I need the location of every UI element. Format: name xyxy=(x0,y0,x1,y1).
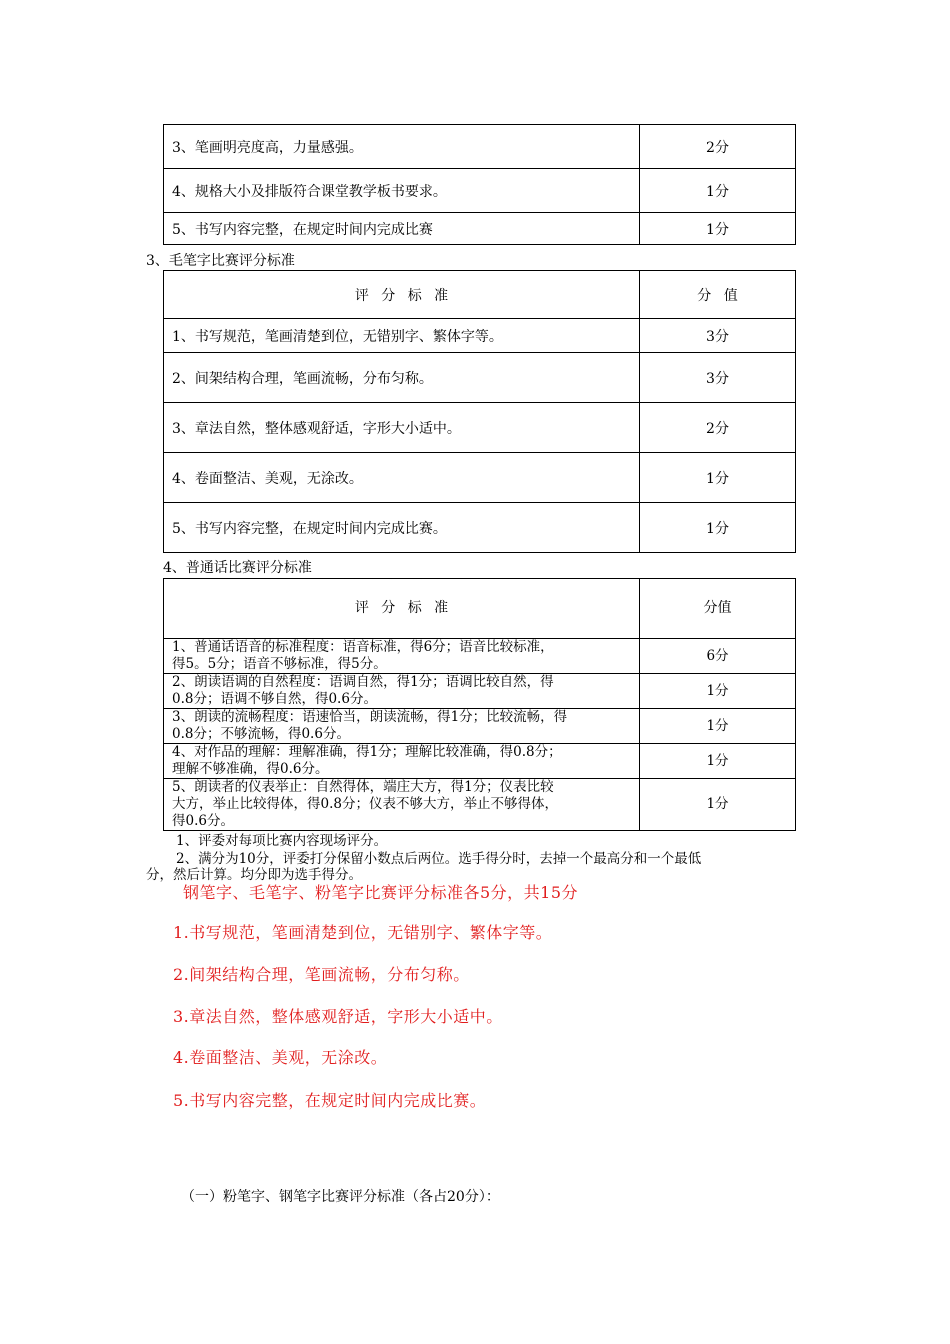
criteria-cell: 3、章法自然，整体感观舒适，字形大小适中。 xyxy=(164,403,640,453)
table-row xyxy=(164,709,796,744)
criteria-header: 评 分 标 准 xyxy=(164,271,640,319)
score-cell: 1分 xyxy=(640,503,796,553)
table-row xyxy=(164,639,796,674)
score-cell: 6分 xyxy=(640,639,796,674)
score-cell: 1分 xyxy=(640,213,796,245)
criteria-cell: 2、朗读语调的自然程度：语调自然，得1分；语调比较自然，得 0.8分；语调不够自然，得0.6分。 xyxy=(164,674,640,709)
score-cell: 1分 xyxy=(640,709,796,744)
footer-heading: （一）粉笔字、钢笔字比赛评分标准（各占20分）： xyxy=(181,1189,500,1205)
criteria-cell: 4、规格大小及排版符合课堂教学板书要求。 xyxy=(164,169,640,213)
red-item-5: 5.书写内容完整，在规定时间内完成比赛。 xyxy=(173,1091,487,1110)
score-cell: 1分 xyxy=(640,169,796,213)
criteria-cell: 4、卷面整洁、美观，无涂改。 xyxy=(164,453,640,503)
table-row xyxy=(164,213,796,245)
red-item-2: 2.间架结构合理，笔画流畅，分布匀称。 xyxy=(173,965,470,984)
pen-criteria-table-continued xyxy=(163,124,796,245)
table-row xyxy=(164,403,796,453)
criteria-cell: 4、对作品的理解：理解准确，得1分；理解比较准确，得0.8分； 理解不够准确，得0.6分。 xyxy=(164,744,640,779)
criteria-cell: 1、书写规范，笔画清楚到位，无错别字、繁体字等。 xyxy=(164,319,640,353)
score-cell: 1分 xyxy=(640,453,796,503)
criteria-cell: 5、书写内容完整，在规定时间内完成比赛 xyxy=(164,213,640,245)
score-cell: 1分 xyxy=(640,674,796,709)
score-header: 分 值 xyxy=(640,271,796,319)
criteria-header: 评 分 标 准 xyxy=(164,579,640,639)
note-2-line-1: 2、满分为10分，评委打分保留小数点后两位。选手得分时，去掉一个最高分和一个最低 xyxy=(176,851,702,867)
score-header: 分值 xyxy=(640,579,796,639)
note-2-line-2: 分，然后计算。均分即为选手得分。 xyxy=(146,867,362,883)
table-header-row xyxy=(164,579,796,639)
table-header-row xyxy=(164,271,796,319)
red-item-4: 4.卷面整洁、美观，无涂改。 xyxy=(173,1048,388,1067)
section-title-mandarin: 4、普通话比赛评分标准 xyxy=(163,560,312,576)
score-cell: 3分 xyxy=(640,353,796,403)
criteria-cell: 5、朗读者的仪表举止：自然得体，端庄大方，得1分；仪表比较 大方，举止比较得体，得0.8分；仪表不够大方，举止不够得体， 得0.6分。 xyxy=(164,779,640,831)
score-cell: 2分 xyxy=(640,125,796,169)
criteria-cell: 3、笔画明亮度高，力量感强。 xyxy=(164,125,640,169)
note-1: 1、评委对每项比赛内容现场评分。 xyxy=(176,833,388,849)
criteria-cell: 1、普通话语音的标准程度：语音标准，得6分；语音比较标准， 得5。5分；语音不够标准，得5分。 xyxy=(164,639,640,674)
table-row xyxy=(164,125,796,169)
table-row xyxy=(164,319,796,353)
table-row xyxy=(164,353,796,403)
score-cell: 1分 xyxy=(640,744,796,779)
score-cell: 1分 xyxy=(640,779,796,831)
table-row xyxy=(164,503,796,553)
red-item-1: 1.书写规范，笔画清楚到位，无错别字、繁体字等。 xyxy=(173,923,553,942)
section-title-brush: 3、毛笔字比赛评分标准 xyxy=(146,253,295,269)
table-row xyxy=(164,453,796,503)
criteria-cell: 3、朗读的流畅程度：语速恰当，朗读流畅，得1分；比较流畅，得 0.8分；不够流畅，得0.6分。 xyxy=(164,709,640,744)
criteria-cell: 2、间架结构合理，笔画流畅，分布匀称。 xyxy=(164,353,640,403)
table-row xyxy=(164,744,796,779)
brush-criteria-table xyxy=(163,270,796,553)
criteria-cell: 5、书写内容完整，在规定时间内完成比赛。 xyxy=(164,503,640,553)
table-row xyxy=(164,674,796,709)
table-row xyxy=(164,779,796,831)
score-cell: 3分 xyxy=(640,319,796,353)
mandarin-criteria-table xyxy=(163,578,796,831)
table-row xyxy=(164,169,796,213)
red-section-title: 钢笔字、毛笔字、粉笔字比赛评分标准各5分，共15分 xyxy=(183,883,579,902)
score-cell: 2分 xyxy=(640,403,796,453)
red-item-3: 3.章法自然，整体感观舒适，字形大小适中。 xyxy=(173,1007,503,1026)
